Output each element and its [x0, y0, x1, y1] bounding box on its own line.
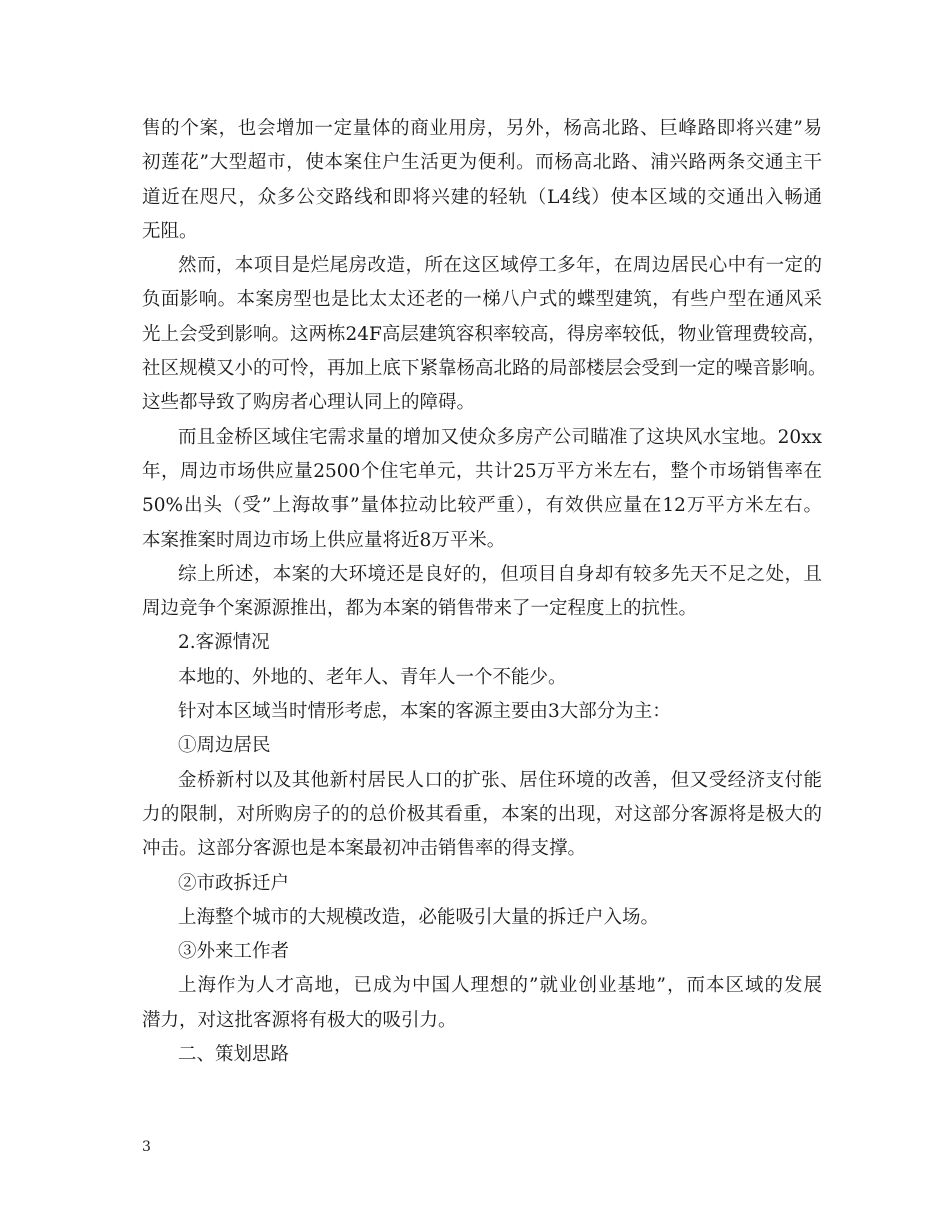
paragraph-first-line: 金桥新村以及其他新村居民人口的扩张、居住环境的改善，但又受经济支付能 — [178, 769, 822, 791]
text-line: 无阻。 — [142, 220, 198, 242]
text-line: 冲击。这部分客源也是本案最初冲击销售率的得支撑。 — [142, 838, 587, 860]
list-item-heading-relocated-households: ②市政拆迁户 — [178, 872, 290, 894]
text-line: 售的个案，也会增加一定量体的商业用房，另外，杨高北路、巨峰路即将兴建”易 — [142, 118, 822, 139]
paragraph-first-line: 上海作为人才高地，已成为中国人理想的”就业创业基地”，而本区域的发展 — [178, 975, 822, 997]
section-heading-planning-approach: 二、策划思路 — [178, 1044, 290, 1066]
list-item-heading-outside-workers: ③外来工作者 — [178, 941, 290, 963]
text-line: 光上会受到影响。这两栋24F高层建筑容积率较高，得房率较低，物业管理费较高， — [142, 323, 826, 345]
body-text — [142, 112, 827, 1072]
text-line: 周边竞争个案源源推出，都为本案的销售带来了一定程度上的抗性。 — [142, 598, 698, 620]
paragraph-line: 针对本区域当时情形考虑，本案的客源主要由3大部分为主： — [178, 701, 671, 723]
text-line: 初莲花”大型超市，使本案住户生活更为便利。而杨高北路、浦兴路两条交通主干 — [142, 152, 822, 174]
text-line: 负面影响。本案房型也是比太太还老的一梯八户式的蝶型建筑，有些户型在通风采 — [142, 289, 822, 311]
paragraph-first-line: 而且金桥区域住宅需求量的增加又使众多房产公司瞄准了这块风水宝地。20xx — [178, 426, 822, 448]
section-heading-customer-sources: 2.客源情况 — [178, 632, 270, 654]
list-item-heading-local-residents: ①周边居民 — [178, 735, 271, 757]
paragraph-first-line: 然而，本项目是烂尾房改造，所在这区域停工多年，在周边居民心中有一定的 — [178, 255, 822, 277]
text-line: 社区规模又小的可怜，再加上底下紧靠杨高北路的局部楼层会受到一定的噪音影响。 — [142, 358, 827, 380]
text-line: 年，周边市场供应量2500个住宅单元，共计25万平方米左右，整个市场销售率在 — [142, 460, 822, 482]
text-line: 道近在咫尺，众多公交路线和即将兴建的轻轨（L4线）使本区域的交通出入畅通 — [142, 186, 822, 208]
text-line: 本案推案时周边市场上供应量将近8万平米。 — [142, 529, 506, 551]
paragraph-first-line: 综上所述，本案的大环境还是良好的，但项目自身却有较多先天不足之处，且 — [178, 563, 822, 585]
text-line: 50%出头（受”上海故事”量体拉动比较严重），有效供应量在12万平方米左右。 — [142, 495, 822, 517]
text-line: 潜力，对这批客源将有极大的吸引力。 — [142, 1009, 457, 1031]
page-number: 3 — [142, 1139, 151, 1155]
text-line: 这些都导致了购房者心理认同上的障碍。 — [142, 392, 476, 414]
paragraph-line: 上海整个城市的大规模改造，必能吸引大量的拆迁户入场。 — [178, 906, 660, 928]
text-line: 力的限制，对所购房子的的总价极其看重，本案的出现，对这部分客源将是极大的 — [142, 803, 822, 825]
paragraph-line: 本地的、外地的、老年人、青年人一个不能少。 — [178, 666, 567, 688]
